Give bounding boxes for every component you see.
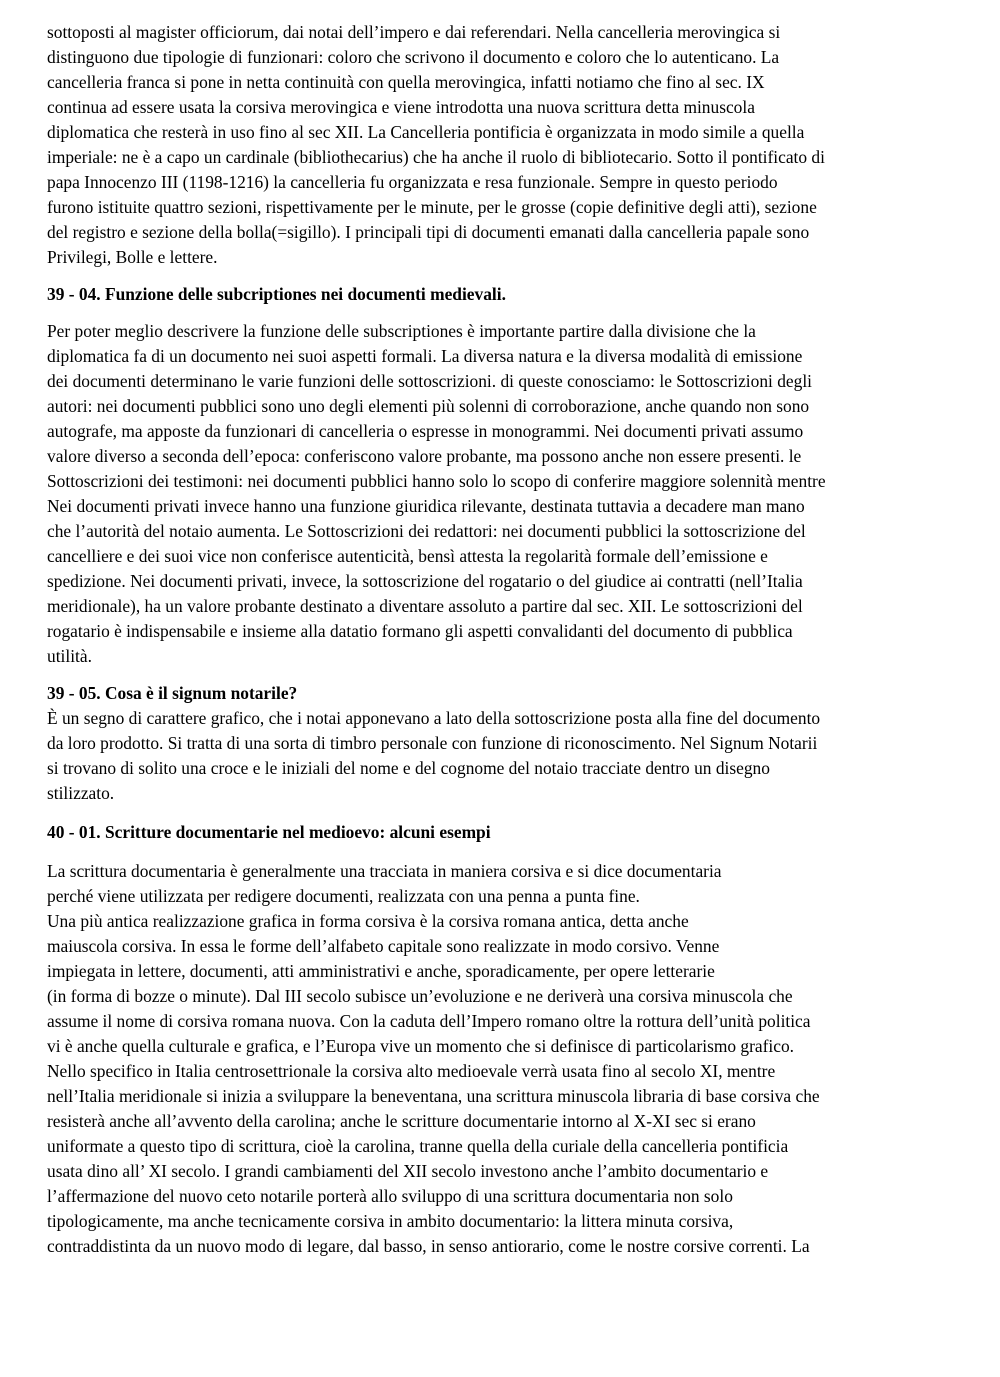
- text-line: diplomatica fa di un documento nei suoi aspetti formali. La diversa natura e la diversa modalità di emissione: [47, 346, 803, 366]
- paragraph-scritture-documentarie: [47, 859, 960, 1259]
- text-line: Sottoscrizioni dei testimoni: nei documenti pubblici hanno solo lo scopo di conferire maggiore solennità mentre: [47, 471, 826, 491]
- text-line: Una più antica realizzazione grafica in forma corsiva è la corsiva romana antica, detta anche: [47, 911, 689, 931]
- text-line: utilità.: [47, 646, 92, 666]
- text-line: del registro e sezione della bolla(=sigillo). I principali tipi di documenti emanati dalla cancelleria papale sono: [47, 222, 810, 242]
- paragraph-cancellerie: [47, 20, 960, 270]
- section-heading-40-01: 40 - 01. Scritture documentarie nel medioevo: alcuni esempi: [47, 822, 491, 842]
- text-line: da loro prodotto. Si tratta di una sorta di timbro personale con funzione di riconoscimento. Nel Signum Notarii: [47, 733, 818, 753]
- text-line: imperiale: ne è a capo un cardinale (bibliothecarius) che ha anche il ruolo di bibliotecario. Sotto il pontificato di: [47, 147, 825, 167]
- text-line: contraddistinta da un nuovo modo di legare, dal basso, in senso antiorario, come le nostre corsive correnti. La: [47, 1236, 810, 1256]
- text-line: distinguono due tipologie di funzionari: coloro che scrivono il documento e coloro che lo autenticano. La: [47, 47, 780, 67]
- text-line: meridionale), ha un valore probante destinato a diventare assoluto a partire dal sec. XII. Le sottoscrizioni del: [47, 596, 803, 616]
- text-line: spedizione. Nei documenti privati, invece, la sottoscrizione del rogatario o del giudice ai contratti (nell’Italia: [47, 571, 803, 591]
- section-heading-39-04: 39 - 04. Funzione delle subcriptiones nei documenti medievali.: [47, 284, 506, 304]
- text-line: Privilegi, Bolle e lettere.: [47, 247, 218, 267]
- text-line: vi è anche quella culturale e grafica, e l’Europa vive un momento che si definisce di particolarismo grafico.: [47, 1036, 795, 1056]
- paragraph-signum-notarile: [47, 706, 960, 806]
- text-line: maiuscola corsiva. In essa le forme dell’alfabeto capitale sono realizzate in modo corsivo. Venne: [47, 936, 720, 956]
- text-line: papa Innocenzo III (1198-1216) la cancelleria fu organizzata e resa funzionale. Sempre in questo periodo: [47, 172, 778, 192]
- text-line: (in forma di bozze o minute). Dal III secolo subisce un’evoluzione e ne deriverà una corsiva minuscola che: [47, 986, 793, 1006]
- text-line: rogatario è indispensabile e insieme alla datatio formano gli aspetti convalidanti del documento di pubblica: [47, 621, 793, 641]
- text-line: Per poter meglio descrivere la funzione delle subscriptiones è importante partire dalla divisione che la: [47, 321, 756, 341]
- text-line: furono istituite quattro sezioni, rispettivamente per le minute, per le grosse (copie definitive degli atti), sezione: [47, 197, 817, 217]
- text-line: diplomatica che resterà in uso fino al sec XII. La Cancelleria pontificia è organizzata in modo simile a quella: [47, 122, 805, 142]
- text-line: perché viene utilizzata per redigere documenti, realizzata con una penna a punta fine.: [47, 886, 640, 906]
- text-line: si trovano di solito una croce e le iniziali del nome e del cognome del notaio tracciate dentro un disegno: [47, 758, 770, 778]
- text-line: Nello specifico in Italia centrosettrionale la corsiva alto medioevale verrà usata fino al secolo XI, mentre: [47, 1061, 776, 1081]
- paragraph-subscriptiones: [47, 319, 960, 669]
- text-line: resisterà anche all’avvento della carolina; anche le scritture documentarie intorno al X-XI sec si erano: [47, 1111, 756, 1131]
- text-line: La scrittura documentaria è generalmente una tracciata in maniera corsiva e si dice documentaria: [47, 861, 722, 881]
- text-line: autori: nei documenti pubblici sono uno degli elementi più solenni di corroborazione, anche quando non sono: [47, 396, 810, 416]
- text-line: uniformate a questo tipo di scrittura, cioè la carolina, tranne quella della curiale della cancelleria pontificia: [47, 1136, 789, 1156]
- text-line: continua ad essere usata la corsiva merovingica e viene introdotta una nuova scrittura detta minuscola: [47, 97, 755, 117]
- text-line: nell’Italia meridionale si inizia a sviluppare la beneventana, una scrittura minuscola libraria di base corsiva che: [47, 1086, 820, 1106]
- section-heading-39-05: 39 - 05. Cosa è il signum notarile?: [47, 683, 298, 703]
- text-line: dei documenti determinano le varie funzioni delle sottoscrizioni. di queste conosciamo: le Sottoscrizioni degli: [47, 371, 812, 391]
- text-line: cancelleria franca si pone in netta continuità con quella merovingica, infatti notiamo che fino al sec. IX: [47, 72, 765, 92]
- text-line: impiegata in lettere, documenti, atti amministrativi e anche, sporadicamente, per opere letterarie: [47, 961, 715, 981]
- text-line: valore diverso a seconda dell’epoca: conferiscono valore probante, ma possono anche non essere presenti. le: [47, 446, 802, 466]
- text-line: sottoposti al magister officiorum, dai notai dell’impero e dai referendari. Nella cancelleria merovingica si: [47, 22, 781, 42]
- text-line: tipologicamente, ma anche tecnicamente corsiva in ambito documentario: la littera minuta corsiva,: [47, 1211, 734, 1231]
- text-line: autografe, ma apposte da funzionari di cancelleria o espresse in monogrammi. Nei documenti privati assumo: [47, 421, 804, 441]
- text-line: usata dino all’ XI secolo. I grandi cambiamenti del XII secolo investono anche l’ambito documentario e: [47, 1161, 769, 1181]
- text-line: È un segno di carattere grafico, che i notai apponevano a lato della sottoscrizione posta alla fine del documento: [47, 708, 821, 728]
- text-line: Nei documenti privati invece hanno una funzione giuridica rilevante, destinata tuttavia a decadere man mano: [47, 496, 805, 516]
- text-line: assume il nome di corsiva romana nuova. Con la caduta dell’Impero romano oltre la rottura dell’unità politica: [47, 1011, 811, 1031]
- text-line: che l’autorità del notaio aumenta. Le Sottoscrizioni dei redattori: nei documenti pubblici la sottoscrizione del: [47, 521, 806, 541]
- text-line: l’affermazione del nuovo ceto notarile porterà allo sviluppo di una scrittura documentaria non solo: [47, 1186, 733, 1206]
- text-line: cancelliere e dei suoi vice non conferisce autenticità, bensì attesta la regolarità formale dell’emissione e: [47, 546, 768, 566]
- text-line: stilizzato.: [47, 783, 115, 803]
